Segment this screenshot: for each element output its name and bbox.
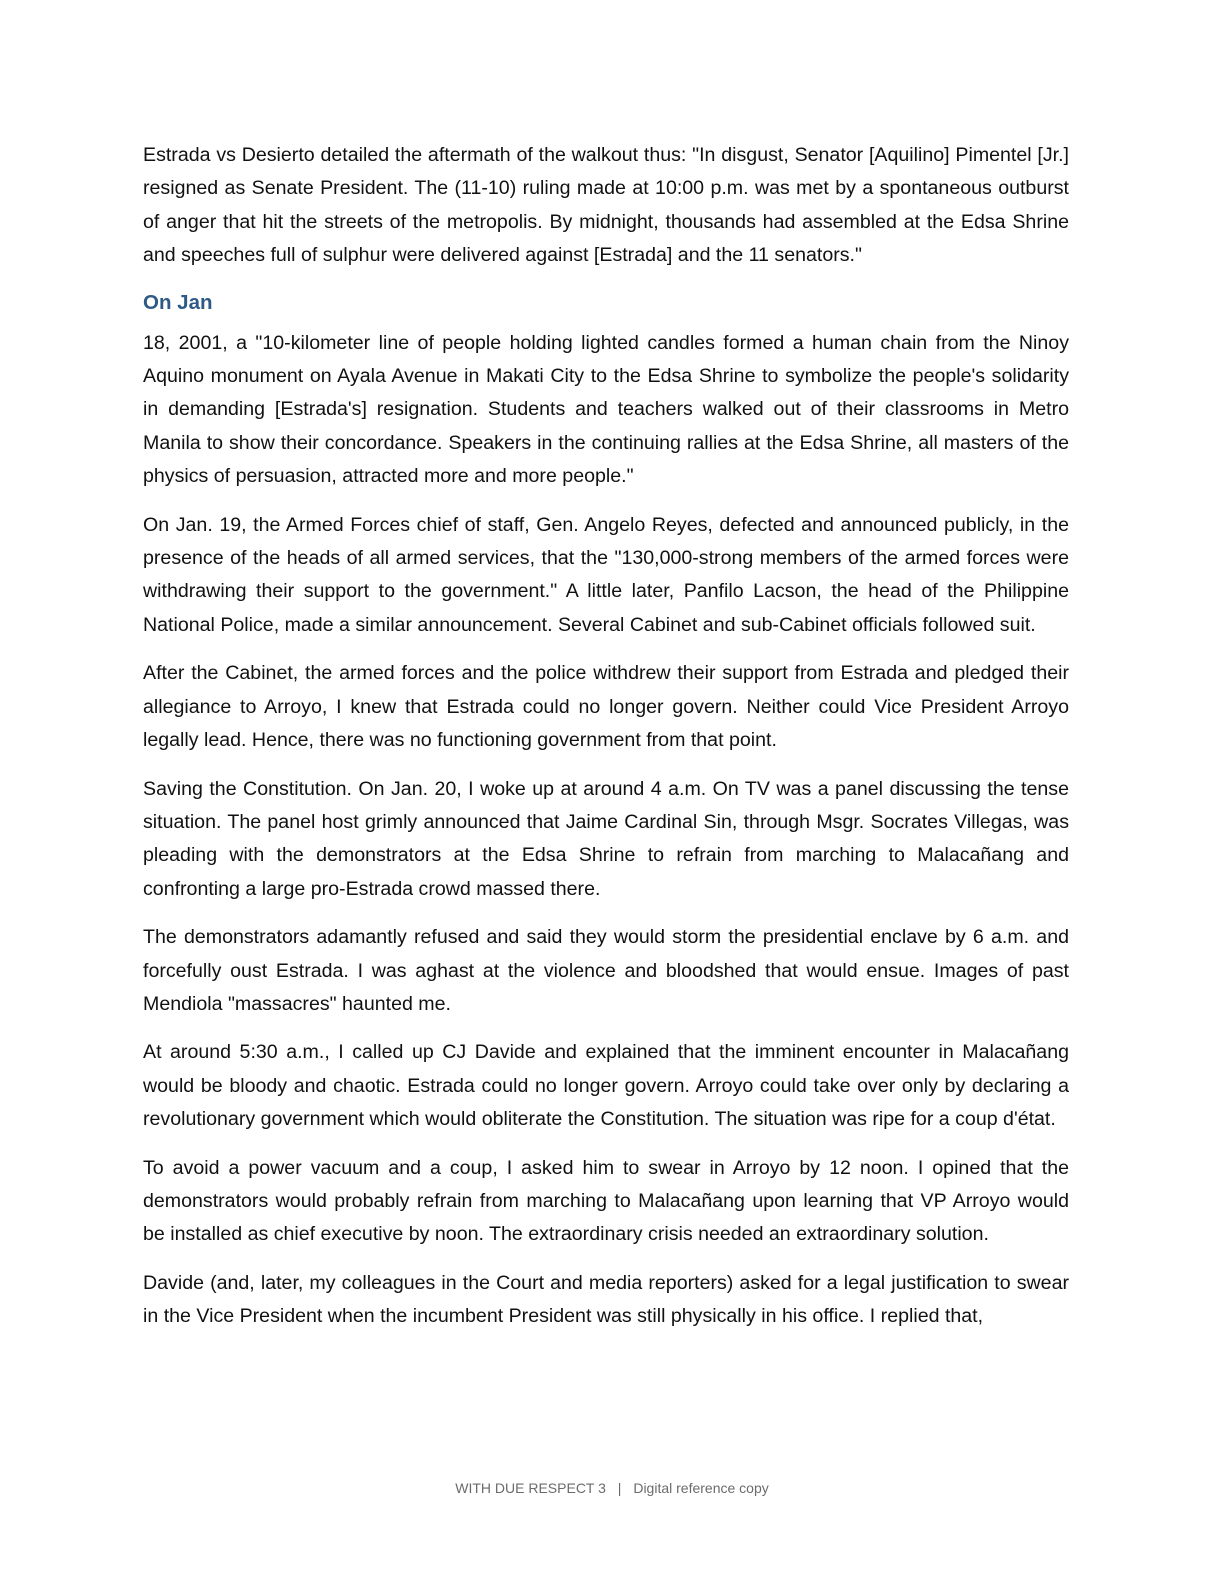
- paragraph-jan-18: 18, 2001, a "10-kilometer line of people holding lighted candles formed a human chain from the Ninoy Aquino monument on Ayala Avenue in Makati City to the Edsa Shrine to symbolize the people's solidarity in demanding [Estrada's] resignation. Students and teachers walked out of their classrooms in Metro Manila to show their concordance. Speakers in the continuing rallies at the Edsa Shrine, all masters of the physics of persuasion, attracted more and more people.": [143, 331, 1069, 488]
- page-footer: [0, 1478, 1224, 1498]
- paragraph-withdrawal: After the Cabinet, the armed forces and the police withdrew their support from Estrada and pledged their allegiance to Arroyo, I knew that Estrada could no longer govern. Neither could Vice President Arroyo legally lead. Hence, there was no functioning government from that point.: [143, 662, 1069, 752]
- paragraph-call-davide: At around 5:30 a.m., I called up CJ Davide and explained that the imminent encounter in Malacañang would be bloody and chaotic. Estrada could no longer govern. Arroyo could take over only by declaring a revolutionary government which would obliterate the Constitution. The situation was ripe for a coup d'état.: [143, 1041, 1069, 1131]
- paragraph-power-vacuum: To avoid a power vacuum and a coup, I asked him to swear in Arroyo by 12 noon. I opined that the demonstrators would probably refrain from marching to Malacañang upon learning that VP Arroyo would be installed as chief executive by noon. The extraordinary crisis needed an extraordinary solution.: [143, 1156, 1069, 1246]
- footer-title: WITH DUE RESPECT 3: [455, 1480, 606, 1496]
- footer-separator: |: [617, 1480, 622, 1496]
- paragraph-aftermath: Estrada vs Desierto detailed the aftermath of the walkout thus: "In disgust, Senator [Aquilino] Pimentel [Jr.] resigned as Senate President. The (11-10) ruling made at 10:00 p.m. was met by a spontaneous outburst of anger that hit the streets of the metropolis. By midnight, thousands had assembled at the Edsa Shrine and speeches full of sulphur were delivered against [Estrada] and the 11 senators.": [143, 144, 1069, 267]
- footer-note: Digital reference copy: [633, 1480, 769, 1496]
- paragraph-legal-justification: Davide (and, later, my colleagues in the Court and media reporters) asked for a legal justification to swear in the Vice President when the incumbent President was still physically in his office. I replied that,: [143, 1271, 1069, 1328]
- paragraph-saving-constitution: Saving the Constitution. On Jan. 20, I woke up at around 4 a.m. On TV was a panel discussing the tense situation. The panel host grimly announced that Jaime Cardinal Sin, through Msgr. Socrates Villegas, was pleading with the demonstrators at the Edsa Shrine to refrain from marching to Malacañang and confronting a large pro-Estrada crowd massed there.: [143, 777, 1069, 900]
- section-heading: On Jan: [143, 290, 213, 314]
- paragraph-jan-19: On Jan. 19, the Armed Forces chief of staff, Gen. Angelo Reyes, defected and announced publicly, in the presence of the heads of all armed services, that the "130,000-strong members of the armed forces were withdrawing their support to the government." A little later, Panfilo Lacson, the head of the Philippine National Police, made a similar announcement. Several Cabinet and sub-Cabinet officials followed suit.: [143, 513, 1069, 636]
- paragraph-demonstrators: The demonstrators adamantly refused and said they would storm the presidential enclave by 6 a.m. and forcefully oust Estrada. I was aghast at the violence and bloodshed that would ensue. Images of past Mendiola "massacres" haunted me.: [143, 926, 1069, 1015]
- document-body: [143, 139, 1069, 1349]
